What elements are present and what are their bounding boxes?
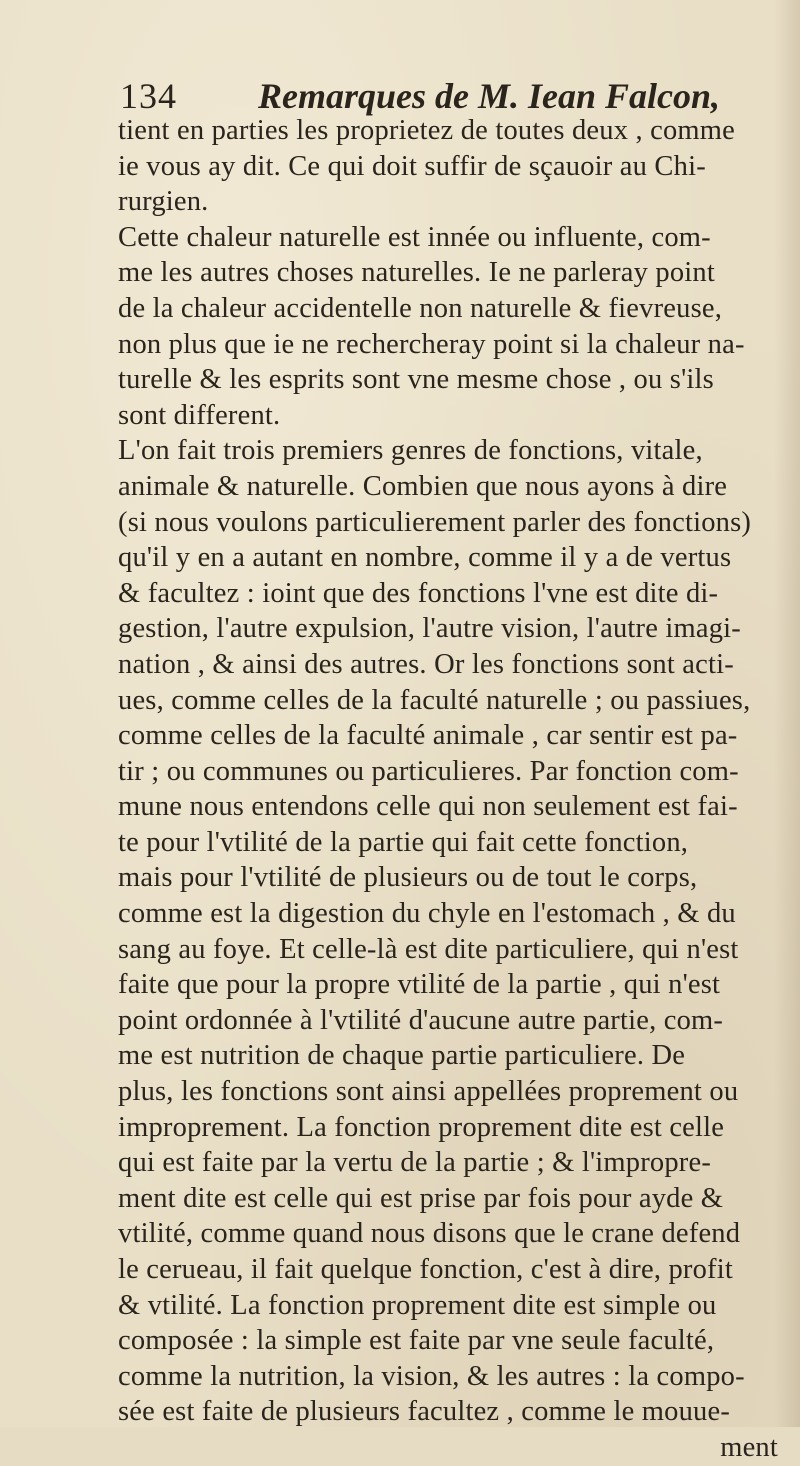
text-line: comme celles de la faculté animale , car sentir est pa-: [118, 720, 738, 752]
text-line: composée : la simple est faite par vne seule faculté,: [118, 1325, 715, 1357]
text-line: qu'il y en a autant en nombre, comme il y a de vertus: [118, 542, 732, 574]
text-line: turelle & les esprits sont vne mesme chose , ou s'ils: [118, 364, 714, 396]
body-text: [118, 113, 798, 1466]
text-line: & vtilité. La fonction proprement dite est simple ou: [118, 1289, 717, 1321]
text-line: qui est faite par la vertu de la partie ; & l'impropre-: [118, 1147, 712, 1179]
text-line: (si nous voulons particulierement parler des fonctions): [118, 506, 752, 538]
text-line: me est nutrition de chaque partie particuliere. De: [118, 1040, 686, 1072]
text-line: mune nous entendons celle qui non seulement est fai-: [118, 791, 738, 823]
catchword: ment: [720, 1431, 778, 1463]
text-line: ment dite est celle qui est prise par fois pour ayde &: [118, 1182, 724, 1214]
text-line: sont different.: [118, 399, 281, 431]
text-line: & facultez : ioint que des fonctions l'vne est dite di-: [118, 577, 719, 609]
text-line: L'on fait trois premiers genres de fonctions, vitale,: [118, 435, 703, 467]
text-line: ie vous ay dit. Ce qui doit suffir de sçauoir au Chi-: [118, 150, 706, 182]
text-line: nation , & ainsi des autres. Or les fonctions sont acti-: [118, 648, 734, 680]
text-line: point ordonnée à l'vtilité d'aucune autre partie, com-: [118, 1004, 724, 1036]
running-title: Remarques de M. Iean Falcon,: [258, 76, 721, 116]
page-number: 134: [120, 76, 177, 116]
text-line: tient en parties les proprietez de toutes deux , comme: [118, 115, 736, 146]
text-line: sang au foye. Et celle-là est dite particuliere, qui n'est: [118, 933, 739, 965]
text-line: comme est la digestion du chyle en l'estomach , & du: [118, 898, 736, 930]
text-line: le cerueau, il fait quelque fonction, c'est à dire, profit: [118, 1254, 733, 1285]
text-line: te pour l'vtilité de la partie qui fait cette fonction,: [118, 826, 689, 858]
text-line: me les autres choses naturelles. Ie ne parleray point: [118, 257, 715, 289]
text-line: sée est faite de plusieurs facultez , comme le mouue-: [118, 1396, 731, 1428]
text-line: non plus que ie ne rechercheray point si la chaleur na-: [118, 328, 745, 360]
text-line: gestion, l'autre expulsion, l'autre vision, l'autre imagi-: [118, 613, 741, 645]
text-line: de la chaleur accidentelle non naturelle & fievreuse,: [118, 292, 723, 324]
text-line: Cette chaleur naturelle est innée ou influente, com-: [118, 221, 711, 253]
text-line: animale & naturelle. Combien que nous ayons à dire: [118, 470, 728, 502]
text-line: tir ; ou communes ou particulieres. Par fonction com-: [118, 755, 739, 787]
text-line: improprement. La fonction proprement dite est celle: [118, 1111, 725, 1143]
text-line: ues, comme celles de la faculté naturelle ; ou passiues,: [118, 684, 751, 716]
text-line: faite que pour la propre vtilité de la partie , qui n'est: [118, 969, 721, 1001]
text-line: mais pour l'vtilité de plusieurs ou de tout le corps,: [118, 862, 698, 894]
text-line: plus, les fonctions sont ainsi appellées proprement ou: [118, 1076, 739, 1108]
text-line: rurgien.: [118, 186, 209, 218]
text-line: vtilité, comme quand nous disons que le crane defend: [118, 1218, 741, 1250]
text-line: comme la nutrition, la vision, & les autres : la compo-: [118, 1360, 745, 1392]
